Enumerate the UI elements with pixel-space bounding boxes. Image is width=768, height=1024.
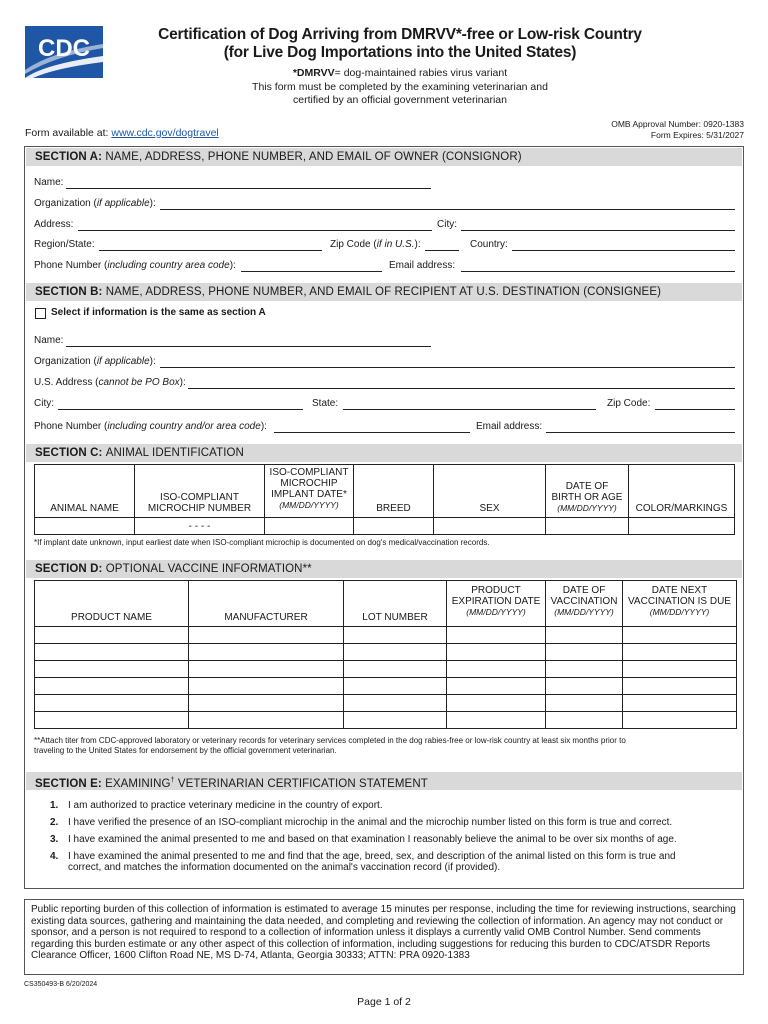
vaccine-cell[interactable] bbox=[546, 661, 623, 678]
section-b-title: NAME, ADDRESS, PHONE NUMBER, AND EMAIL OF RECIPIENT AT U.S. DESTINATION (CONSIGNEE) bbox=[105, 286, 662, 298]
section-c-header bbox=[26, 444, 742, 462]
table-row bbox=[35, 712, 737, 729]
section-a-label: SECTION A: bbox=[35, 151, 103, 163]
section-e-title: EXAMINING† VETERINARIAN CERTIFICATION STATEMENT bbox=[105, 777, 428, 790]
col-breed: BREED bbox=[354, 465, 434, 518]
col-color-markings: COLOR/MARKINGS bbox=[629, 465, 735, 518]
vaccine-cell[interactable] bbox=[546, 695, 623, 712]
section-c-footnote: *If implant date unknown, input earliest date when ISO-compliant microchip is documented on dog's medical/vaccination records. bbox=[34, 538, 490, 547]
section-c-label: SECTION C: bbox=[35, 447, 103, 459]
dmrvv-term: *DMRVV bbox=[292, 67, 335, 79]
section-a-header bbox=[26, 148, 742, 166]
vaccine-cell[interactable] bbox=[447, 695, 546, 712]
same-as-section-a-label: Select if information is the same as section A bbox=[51, 307, 266, 318]
vaccine-cell[interactable] bbox=[189, 661, 344, 678]
section-d-footnote-line2: traveling to the United States for endorsement by the official government veterinarian. bbox=[34, 746, 337, 755]
consignee-address-field[interactable] bbox=[188, 388, 735, 389]
table-row bbox=[35, 695, 737, 712]
vaccine-cell[interactable] bbox=[35, 678, 189, 695]
owner-zip-label: Zip Code (if in U.S.): bbox=[330, 239, 421, 250]
vaccine-cell[interactable] bbox=[189, 678, 344, 695]
section-b-header bbox=[26, 283, 742, 301]
col-vaccination-date: DATE OF VACCINATION (MM/DD/YYYY) bbox=[546, 581, 623, 627]
color-cell[interactable] bbox=[629, 518, 735, 535]
owner-email-label: Email address: bbox=[389, 260, 456, 271]
form-code: CS350493-B 6/20/2024 bbox=[24, 981, 98, 988]
consignee-org-label: Organization (if applicable): bbox=[34, 356, 156, 367]
owner-phone-field[interactable] bbox=[241, 271, 382, 272]
consignee-org-field[interactable] bbox=[160, 367, 735, 368]
form-note-line1: This form must be completed by the examining veterinarian and bbox=[252, 81, 548, 93]
col-implant-date: ISO-COMPLIANT MICROCHIP IMPLANT DATE* (MM/DD/YYYY) bbox=[265, 465, 354, 518]
vaccine-cell[interactable] bbox=[35, 661, 189, 678]
consignee-name-label: Name: bbox=[34, 335, 64, 346]
microchip-dashes: - - - - bbox=[188, 520, 211, 532]
vaccine-cell[interactable] bbox=[35, 627, 189, 644]
vaccine-cell[interactable] bbox=[447, 661, 546, 678]
consignee-zip-label: Zip Code: bbox=[607, 398, 651, 409]
form-available-label: Form available at: bbox=[25, 127, 109, 139]
owner-region-field[interactable] bbox=[99, 250, 322, 251]
table-header-row bbox=[35, 581, 737, 627]
vaccine-cell[interactable] bbox=[344, 644, 447, 661]
col-expiration-date: PRODUCT EXPIRATION DATE (MM/DD/YYYY) bbox=[447, 581, 546, 627]
same-as-section-a-checkbox[interactable] bbox=[35, 308, 46, 319]
vaccine-cell[interactable] bbox=[189, 695, 344, 712]
animal-name-cell[interactable] bbox=[35, 518, 135, 535]
section-e-header bbox=[26, 772, 742, 790]
animal-identification-table bbox=[34, 464, 735, 535]
breed-cell[interactable] bbox=[354, 518, 434, 535]
consignee-address-label: U.S. Address (cannot be PO Box): bbox=[34, 377, 186, 388]
vaccine-cell[interactable] bbox=[546, 627, 623, 644]
vaccine-cell[interactable] bbox=[189, 627, 344, 644]
consignee-zip-field[interactable] bbox=[655, 409, 735, 410]
owner-email-field[interactable] bbox=[461, 271, 735, 272]
vaccine-cell[interactable] bbox=[623, 661, 737, 678]
vaccine-cell[interactable] bbox=[35, 695, 189, 712]
owner-city-field[interactable] bbox=[461, 230, 735, 231]
omb-number: OMB Approval Number: 0920-1383 bbox=[611, 119, 744, 129]
vaccine-cell[interactable] bbox=[623, 627, 737, 644]
col-microchip-number: ISO-COMPLIANT MICROCHIP NUMBER bbox=[135, 465, 265, 518]
vaccine-cell[interactable] bbox=[344, 712, 447, 729]
table-row bbox=[35, 678, 737, 695]
section-a-title: NAME, ADDRESS, PHONE NUMBER, AND EMAIL OF OWNER (CONSIGNOR) bbox=[105, 151, 522, 163]
vaccine-cell[interactable] bbox=[344, 695, 447, 712]
sex-cell[interactable] bbox=[434, 518, 546, 535]
col-dob: DATE OF BIRTH OR AGE (MM/DD/YYYY) bbox=[546, 465, 629, 518]
section-d-footnote-line1: **Attach titer from CDC-approved laboratory or veterinary records for veterinary services completed in the dog rabies-free or low-risk country at least six months prior to bbox=[34, 736, 626, 745]
table-row bbox=[35, 644, 737, 661]
form-expires: Form Expires: 5/31/2027 bbox=[650, 130, 744, 140]
vaccine-cell[interactable] bbox=[344, 661, 447, 678]
table-row bbox=[35, 518, 735, 535]
vaccine-cell[interactable] bbox=[546, 678, 623, 695]
col-manufacturer: MANUFACTURER bbox=[189, 581, 344, 627]
consignee-phone-label: Phone Number (including country and/or area code): bbox=[34, 421, 267, 432]
consignee-phone-field[interactable] bbox=[274, 432, 470, 433]
vaccine-cell[interactable] bbox=[447, 678, 546, 695]
consignee-state-label: State: bbox=[312, 398, 339, 409]
vaccine-cell[interactable] bbox=[546, 644, 623, 661]
col-next-due-date: DATE NEXT VACCINATION IS DUE (MM/DD/YYYY) bbox=[623, 581, 737, 627]
section-e-label: SECTION E: bbox=[35, 777, 102, 790]
form-note-line2: certified by an official government veterinarian bbox=[292, 94, 507, 106]
owner-phone-label: Phone Number (including country area code): bbox=[34, 260, 236, 271]
vaccine-cell[interactable] bbox=[623, 678, 737, 695]
section-c-title: ANIMAL IDENTIFICATION bbox=[105, 447, 244, 459]
vaccine-cell[interactable] bbox=[189, 644, 344, 661]
consignee-name-field[interactable] bbox=[66, 346, 431, 347]
vaccine-cell[interactable] bbox=[447, 627, 546, 644]
dmrvv-def: = dog-maintained rabies virus variant bbox=[334, 67, 508, 79]
section-b-label: SECTION B: bbox=[35, 286, 103, 298]
vaccine-cell[interactable] bbox=[35, 644, 189, 661]
form-available bbox=[25, 127, 219, 139]
section-d-title: OPTIONAL VACCINE INFORMATION** bbox=[105, 563, 312, 575]
vaccine-cell[interactable] bbox=[623, 695, 737, 712]
dob-cell[interactable] bbox=[546, 518, 629, 535]
table-header-row bbox=[35, 465, 735, 518]
owner-name-label: Name: bbox=[34, 177, 64, 188]
consignee-email-label: Email address: bbox=[476, 421, 543, 432]
vaccine-cell[interactable] bbox=[447, 644, 546, 661]
page-number: Page 1 of 2 bbox=[357, 996, 411, 1008]
owner-address-field[interactable] bbox=[78, 230, 432, 231]
col-animal-name: ANIMAL NAME bbox=[35, 465, 135, 518]
vaccine-cell[interactable] bbox=[623, 712, 737, 729]
owner-name-field[interactable] bbox=[66, 188, 431, 189]
owner-org-label: Organization (if applicable): bbox=[34, 198, 156, 209]
cdc-logo bbox=[25, 26, 103, 78]
dmrvv-definition bbox=[130, 67, 670, 80]
owner-zip-field[interactable] bbox=[425, 250, 459, 251]
vaccine-cell[interactable] bbox=[344, 627, 447, 644]
table-row bbox=[35, 661, 737, 678]
section-d-label: SECTION D: bbox=[35, 563, 103, 575]
vaccine-cell[interactable] bbox=[189, 712, 344, 729]
consignee-city-field[interactable] bbox=[58, 409, 303, 410]
cdc-logo-graphic bbox=[25, 26, 103, 78]
dogtravel-link[interactable]: www.cdc.gov/dogtravel bbox=[111, 127, 219, 139]
burden-statement: Public reporting burden of this collection of information is estimated to average 15 minutes per response, including the time for reviewing instructions, searching existing data sources, gathering and maintaining the data needed, and completing and reviewing the collection of information. An agency may not conduct or sponsor, and a person is not required to respond to a collection of information unless it displays a currently valid OMB Control Number. Send comments regarding this burden estimate or any other aspect of this collection of information, including suggestions for reducing this burden to CDC/ATSDR Reports Clearance Officer, 1600 Clifton Road NE, MS D-74, Atlanta, Georgia 30333; ATTN: PRA 0920-1383 bbox=[24, 899, 744, 975]
form-title-line2: (for Live Dog Importations into the United States) bbox=[223, 44, 577, 61]
owner-country-field[interactable] bbox=[512, 250, 735, 251]
section-d-header bbox=[26, 560, 742, 578]
consignee-city-label: City: bbox=[34, 398, 54, 409]
vaccine-cell[interactable] bbox=[344, 678, 447, 695]
consignee-state-field[interactable] bbox=[343, 409, 596, 410]
owner-address-label: Address: bbox=[34, 219, 74, 230]
logo-text: CDC bbox=[38, 35, 90, 62]
owner-country-label: Country: bbox=[470, 239, 508, 250]
microchip-number-cell[interactable] bbox=[135, 518, 265, 535]
owner-org-field[interactable] bbox=[160, 209, 735, 210]
vaccine-cell[interactable] bbox=[35, 712, 189, 729]
vaccine-table bbox=[34, 580, 737, 729]
table-row bbox=[35, 627, 737, 644]
omb-info bbox=[611, 119, 744, 141]
owner-city-label: City: bbox=[437, 219, 457, 230]
consignee-email-field[interactable] bbox=[546, 432, 735, 433]
implant-date-cell[interactable] bbox=[265, 518, 354, 535]
col-lot-number: LOT NUMBER bbox=[344, 581, 447, 627]
vaccine-cell[interactable] bbox=[447, 712, 546, 729]
vaccine-cell[interactable] bbox=[546, 712, 623, 729]
form-body: SECTION A: NAME, ADDRESS, PHONE NUMBER, AND EMAIL OF OWNER (CONSIGNOR) Name: Organization (if applicable): Address: City: Region/State: Zip Code (if in U.S.): Country: Phone Number (including country area code): Email address: SECTION B: NAME, ADDRESS, PHONE NUMBER, AND EMAIL OF RECIPIENT AT U.S. DESTINATION (CONSIGNEE) Select if information is the same as section A Name: Organization (if applicable): U.S. Address (cannot be PO Box): City: State: Zip Code: Phone Number (including country and/or area code): Email address: SECTION C: ANIMAL IDENTIFICATION ANIMAL NAME ISO-COMPLIANT MICROCHIP NUMBER ISO-COMPLIANT MICROCHIP IMPLANT DATE* (MM/DD/YYYY) BREED SEX DATE OF BIRTH OR AGE (MM/DD/YYYY) COLOR/MARKINGS - - - - *If implant date unknown, input earliest date when ISO-compliant microchip is documented on dog's medical/vaccination records. SECTION D: OPTIONAL VACCINE INFORMATION** PRODUCT NAME MANUFACTURER LOT NUMBER PRODUCT EXPIRATION DATE (MM/DD/YYYY) DATE OF VACCINATION (MM/DD/YYYY) DATE NEXT VACCINATION IS DUE (MM/DD/YYYY) **Attach titer from CDC-approved laboratory or veterinary records for veterinary services completed in the dog rabies-free or low-risk country at least six months prior to traveling to the United States for endorsement by the official government veterinarian. SECTION E: EXAMINING† VETERINARIAN CERTIFICATION STATEMENT 1. I am authorized to practice veterinary medicine in the country of export. 2. I have verified the presence of an ISO-compliant microchip in the animal and the microchip number listed on this form is true and correct. 3. I have examined the animal presented to me and based on that examination I reasonably believe the animal to be over six months of age. 4. I have examined the animal presented to me and find that the age, breed, sex, and description of the animal listed on this form is true and correct, and matches the information documented on the animal's vaccination record (if provided). bbox=[24, 146, 744, 889]
col-sex: SEX bbox=[434, 465, 546, 518]
col-product-name: PRODUCT NAME bbox=[35, 581, 189, 627]
form-title-line1: Certification of Dog Arriving from DMRVV*-free or Low-risk Country bbox=[158, 26, 642, 43]
owner-region-label: Region/State: bbox=[34, 239, 95, 250]
vaccine-cell[interactable] bbox=[623, 644, 737, 661]
